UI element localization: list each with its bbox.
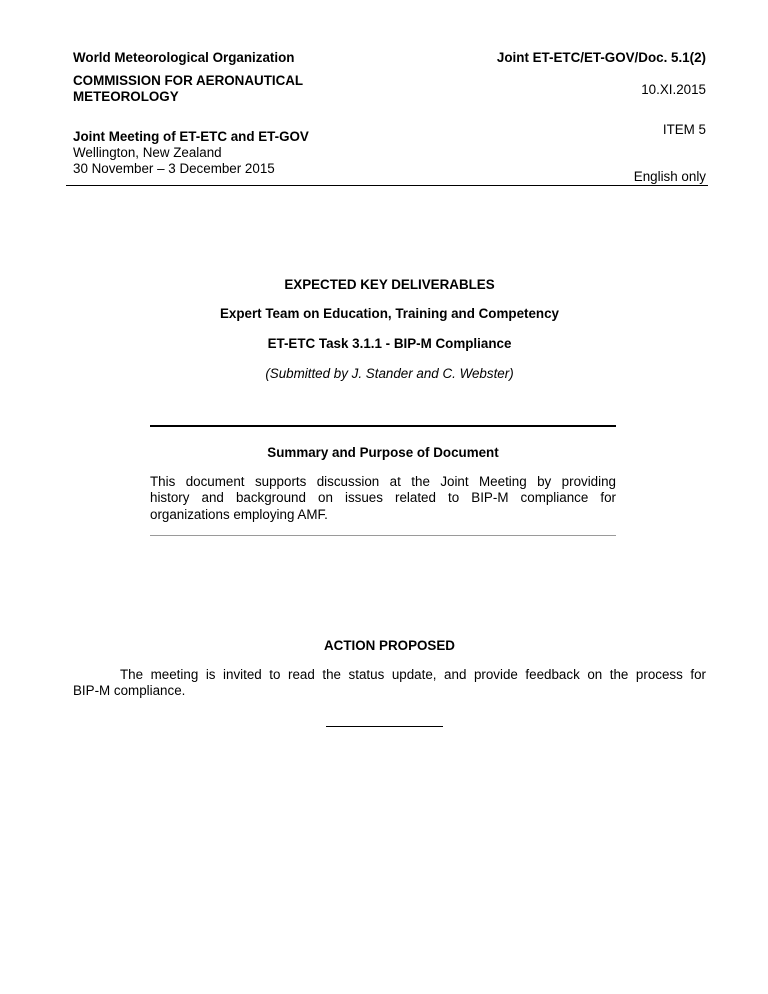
commission-line-1: COMMISSION FOR AERONAUTICAL — [73, 73, 304, 88]
summary-top-rule — [150, 425, 616, 427]
meeting-dates: 30 November – 3 December 2015 — [73, 161, 275, 176]
commission-name — [73, 73, 373, 106]
action-heading: ACTION PROPOSED — [324, 638, 455, 653]
action-body — [73, 667, 706, 700]
closing-rule — [326, 726, 443, 727]
action-line-1: The meeting is invited to read the status update, and provide feedback on the process for — [120, 667, 706, 682]
expert-team-name: Expert Team on Education, Training and Competency — [219, 306, 560, 321]
organization-name: World Meteorological Organization — [73, 50, 295, 65]
document-reference: Joint ET-ETC/ET-GOV/Doc. 5.1(2) — [496, 50, 706, 65]
summary-bottom-rule — [150, 535, 616, 536]
summary-heading: Summary and Purpose of Document — [267, 445, 499, 460]
agenda-item: ITEM 5 — [662, 122, 706, 137]
meeting-location: Wellington, New Zealand — [73, 145, 222, 160]
submitted-by: (Submitted by J. Stander and C. Webster) — [265, 366, 514, 381]
commission-line-2: METEOROLOGY — [73, 89, 179, 105]
document-date: 10.XI.2015 — [641, 82, 706, 97]
language-note: English only — [633, 169, 706, 184]
summary-line-3: organizations employing AMF. — [150, 506, 328, 522]
header-divider — [66, 185, 708, 186]
document-title: EXPECTED KEY DELIVERABLES — [284, 277, 495, 292]
summary-body — [150, 474, 616, 523]
summary-line-2: history and background on issues related to BIP-M compliance for — [150, 490, 616, 506]
task-title: ET-ETC Task 3.1.1 - BIP-M Compliance — [267, 336, 512, 351]
summary-line-1: This document supports discussion at the Joint Meeting by providing — [150, 474, 616, 489]
meeting-title: Joint Meeting of ET-ETC and ET-GOV — [73, 129, 309, 144]
action-line-2: BIP-M compliance. — [73, 683, 186, 699]
